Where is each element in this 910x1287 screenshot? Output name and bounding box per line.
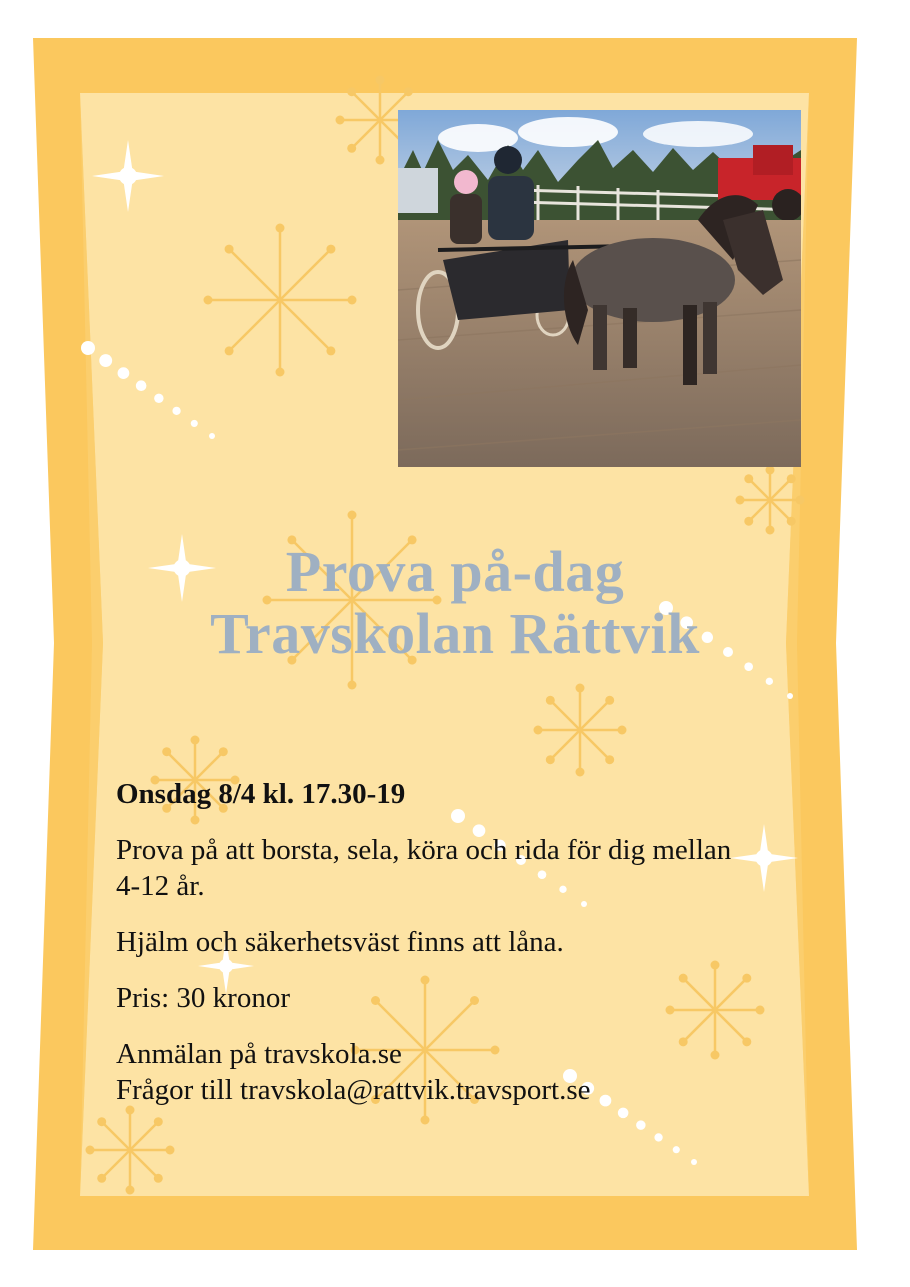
snowflake-icon bbox=[736, 466, 805, 535]
snowflake-icon bbox=[534, 684, 627, 777]
sparkle-dot bbox=[172, 407, 180, 415]
photo-rider-adult bbox=[488, 176, 534, 240]
price-info: Pris: 30 kronor bbox=[116, 982, 290, 1014]
photo-pony-leg bbox=[623, 308, 637, 368]
photo-rider-child bbox=[450, 194, 482, 244]
photo-cloud bbox=[518, 117, 618, 147]
photo-rider-child-helmet bbox=[454, 170, 478, 194]
sparkle-dot bbox=[99, 354, 112, 367]
sparkle-dot bbox=[654, 1133, 662, 1141]
sparkle-dot bbox=[691, 1159, 697, 1165]
sparkle-dot bbox=[787, 693, 793, 699]
sparkle-dot bbox=[191, 420, 198, 427]
photo-pony-leg bbox=[593, 305, 607, 370]
title-line-2: Travskolan Rättvik bbox=[210, 601, 700, 666]
photo-tractor-cab bbox=[753, 145, 793, 175]
registration-info: Anmälan på travskola.se bbox=[116, 1038, 402, 1070]
sparkle-dot bbox=[118, 367, 130, 379]
sparkle-dot bbox=[154, 394, 163, 403]
sparkle-core bbox=[219, 959, 233, 973]
title-line-1: Prova på-dag bbox=[285, 539, 625, 604]
photo-pony-leg bbox=[683, 305, 697, 385]
photo-rider-adult-helmet bbox=[494, 146, 522, 174]
sparkle-core bbox=[756, 850, 773, 867]
snowflake-icon bbox=[204, 224, 357, 377]
sparkle-dot bbox=[209, 433, 215, 439]
event-date: Onsdag 8/4 kl. 17.30-19 bbox=[116, 778, 406, 810]
sparkle-core bbox=[119, 167, 137, 185]
sparkle-dot bbox=[636, 1120, 645, 1129]
snowflake-icon bbox=[86, 1106, 175, 1195]
activity-description: Prova på att borsta, sela, köra och rida för dig mellan 4-12 år. bbox=[116, 834, 732, 902]
photo-pony-leg bbox=[703, 302, 717, 374]
photo-shed bbox=[398, 168, 438, 213]
sparkle-dot bbox=[673, 1146, 680, 1153]
sparkle-dot bbox=[81, 341, 95, 355]
sparkle-dot bbox=[766, 678, 773, 685]
pony-cart-photo bbox=[398, 110, 801, 467]
photo-cloud bbox=[643, 121, 753, 147]
equipment-note: Hjälm och säkerhetsväst finns att låna. bbox=[116, 926, 564, 958]
sparkle-dot bbox=[618, 1108, 629, 1119]
sparkle-dot bbox=[136, 380, 147, 391]
contact-email: Frågor till travskola@rattvik.travsport.se bbox=[116, 1074, 591, 1106]
